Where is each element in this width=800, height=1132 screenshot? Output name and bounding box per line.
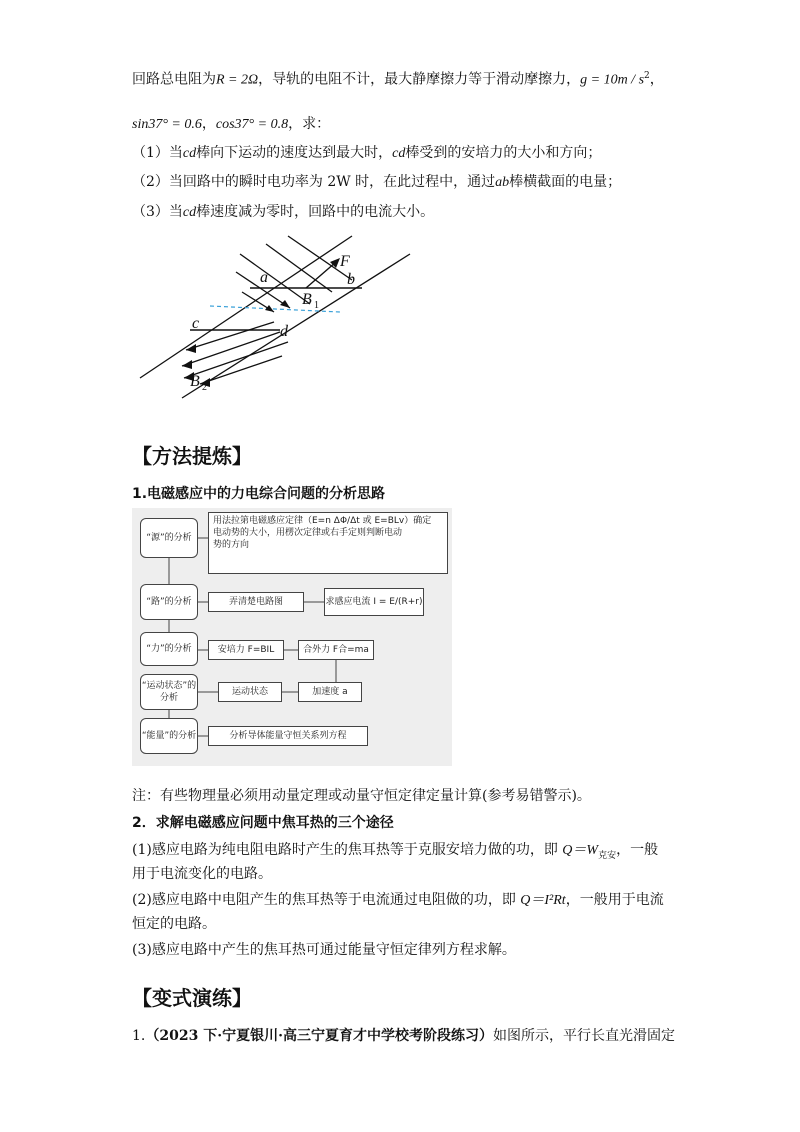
analysis-flowchart	[132, 508, 452, 766]
subscript: 克安	[598, 850, 617, 861]
label-c: c	[192, 315, 200, 332]
item-source: （2023 下·宁夏银川·高三宁夏育才中学校考阶段练习）	[145, 1028, 493, 1044]
flow-net-force-box: 合外力 F合=ma	[298, 640, 374, 660]
text: ，求：	[288, 116, 331, 132]
joule-path-3: (3)感应电路中产生的焦耳热可通过能量守恒定律列方程求解。	[132, 942, 516, 958]
text: ，一般用于电流	[565, 892, 664, 908]
flow-motion-box: 运动状态	[218, 682, 282, 702]
method-heading: 【方法提炼】	[132, 444, 252, 468]
rod-label: cd	[182, 146, 197, 161]
rod-label: ab	[495, 175, 510, 190]
practice-item-1	[132, 1026, 675, 1046]
text: 用法拉第电磁感应定律（E=n ΔΦ/Δt 或 E=BLv）确定	[213, 516, 432, 526]
problem-line-2	[132, 114, 330, 135]
text: 如图所示，平行长直光滑固定	[492, 1028, 675, 1044]
rod-label: cd	[182, 205, 197, 220]
text: （3）当	[132, 204, 183, 220]
label-B1: B	[302, 291, 312, 308]
text: （1）当	[132, 145, 183, 161]
flow-energy-desc: 分析导体能量守恒关系列方程	[208, 726, 368, 746]
flow-circuit-box: 弄清楚电路图	[208, 592, 304, 612]
method-subheading-1: 1.电磁感应中的力电综合问题的分析思路	[132, 486, 386, 502]
flow-energy-box: “能量”的分析	[140, 718, 198, 754]
text: (2)感应电路中电阻产生的焦耳热等于电流通过电阻做的功，即	[132, 892, 521, 908]
text: 棒速度减为零时，回路中的电流大小。	[196, 204, 435, 220]
question-1	[132, 143, 601, 164]
flow-motion-state-box: “运动状态”的分析	[140, 674, 198, 710]
label-b: b	[347, 271, 355, 288]
gravity-formula: g = 10m / s	[580, 72, 645, 88]
formula: Q＝W	[562, 843, 599, 858]
joule-path-1-cont: 用于电流变化的电路。	[132, 866, 272, 882]
text: （2）当回路中的瞬时电功率为 2W 时，在此过程中，通过	[132, 174, 496, 190]
label-d: d	[280, 323, 288, 340]
sin-value: sin37° = 0.6	[132, 117, 202, 132]
text: 回路总电阻为	[132, 71, 216, 88]
text: ，一般	[616, 842, 659, 858]
rod-label: cd	[392, 146, 406, 161]
rail-lower	[182, 254, 410, 398]
flow-acceleration-box: 加速度 a	[298, 682, 362, 702]
label-a: a	[260, 269, 268, 286]
text: ，	[649, 71, 664, 88]
text: 棒向下运动的速度达到最大时，	[196, 145, 393, 161]
method-subheading-2: 2．求解电磁感应问题中焦耳热的三个途径	[132, 815, 394, 831]
text: 电动势的大小，用楞次定律或右手定则判断电动	[213, 528, 403, 538]
flow-current-box: 求感应电流 I = E/(R+r)	[324, 588, 424, 616]
joule-path-1	[132, 840, 658, 866]
flow-ampere-box: 安培力 F=BIL	[208, 640, 284, 660]
text: 势的方向	[213, 540, 250, 550]
flow-arrows	[132, 508, 452, 766]
problem-line-1	[132, 66, 664, 91]
text: (1)感应电路为纯电阻电路时产生的焦耳热等于克服安培力做的功，即	[132, 842, 563, 858]
rails-magnetic-field-figure	[130, 232, 420, 402]
flow-path-box: “路”的分析	[140, 584, 198, 620]
cos-value: cos37° = 0.8	[215, 117, 289, 132]
flow-source-box: “源”的分析	[140, 518, 198, 558]
resistance-formula: R = 2Ω	[216, 72, 259, 88]
question-3	[132, 202, 434, 223]
label-B2: B	[190, 373, 200, 390]
item-number: 1.	[132, 1028, 146, 1044]
text: ，导轨的电阻不计，最大静摩擦力等于滑动摩擦力，	[258, 71, 581, 88]
label-F: F	[340, 253, 350, 270]
text: 棒受到的安培力的大小和方向；	[405, 145, 602, 161]
formula: Q＝I²Rt	[520, 893, 566, 908]
label-B2-sub: 2	[202, 382, 207, 393]
method-note: 注：有些物理量必须用动量定理或动量守恒定律定量计算(参考易错警示)。	[132, 788, 591, 804]
flow-force-box: “力”的分析	[140, 632, 198, 666]
text: ，	[201, 116, 216, 132]
question-2	[132, 172, 621, 193]
practice-heading: 【变式演练】	[132, 986, 252, 1010]
superscript: 2	[644, 71, 650, 81]
text: 棒横截面的电量；	[509, 174, 622, 190]
joule-path-2	[132, 890, 664, 911]
joule-path-2-cont: 恒定的电路。	[132, 916, 216, 932]
label-B1-sub: 1	[314, 300, 319, 311]
